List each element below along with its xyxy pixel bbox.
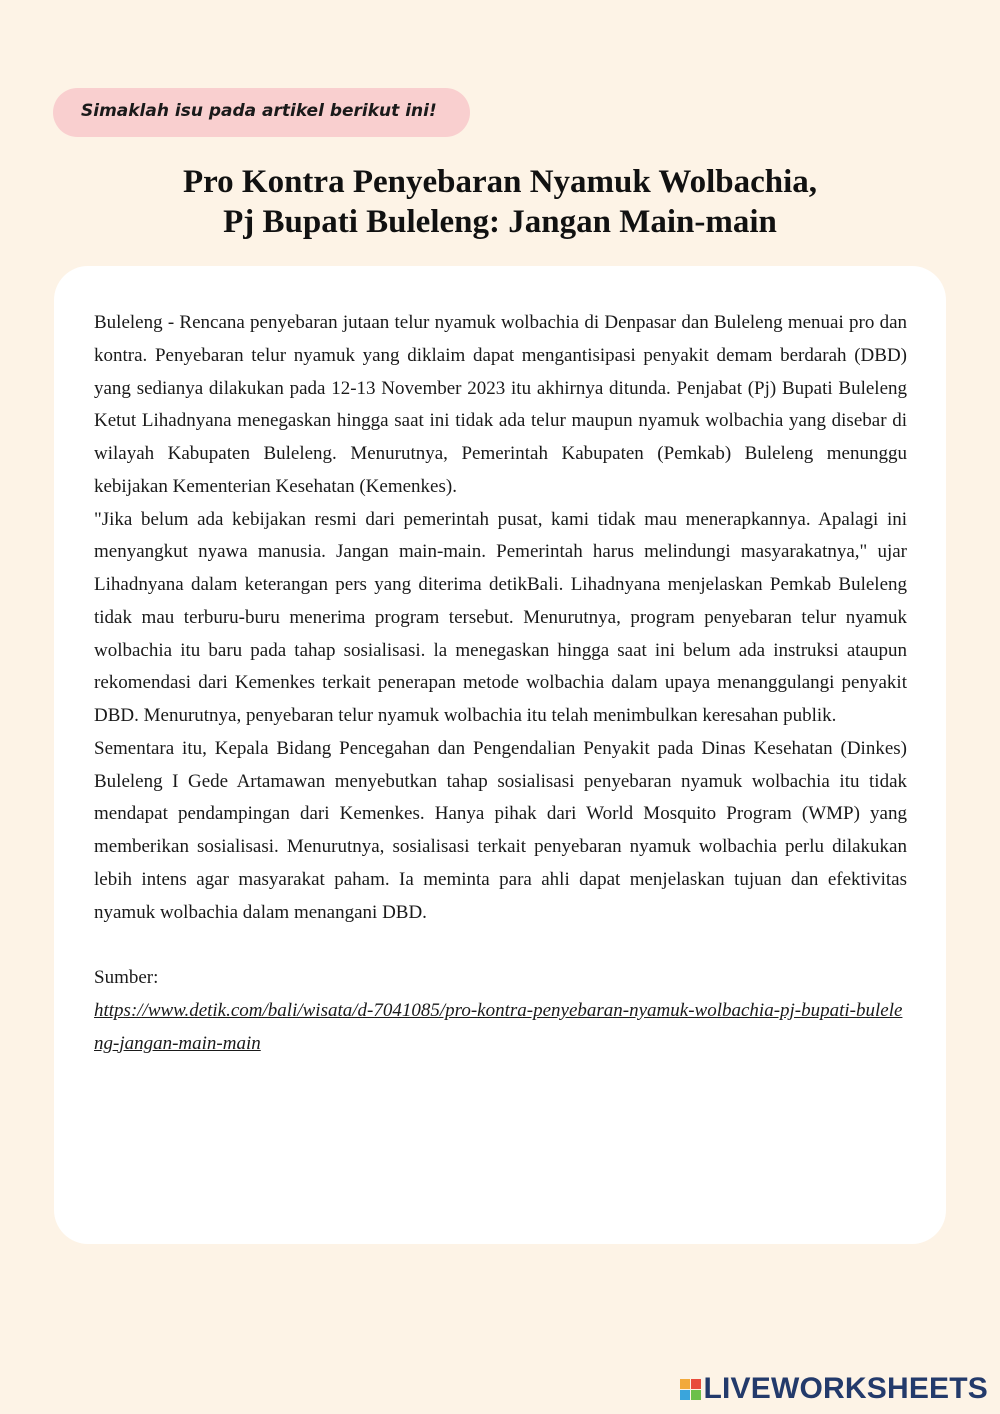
logo-block-icon	[691, 1390, 701, 1400]
paragraph-spacer	[94, 929, 907, 962]
logo-block-icon	[680, 1379, 690, 1389]
logo-text: LIVEWORKSHEETS	[703, 1372, 988, 1405]
liveworksheets-logo[interactable]	[680, 1374, 989, 1404]
article-title-line-1: Pro Kontra Penyebaran Nyamuk Wolbachia,	[182, 164, 818, 200]
article-title	[0, 162, 1000, 242]
instruction-banner	[53, 88, 470, 137]
article-paragraph-3: Sementara itu, Kepala Bidang Pencegahan dan Pengendalian Penyakit pada Dinas Kesehatan (Dinkes) Buleleng I Gede Artamawan menyebutkan tahap sosialisasi penyebaran nyamuk wolbachia itu tidak mendapat pendampingan dari Kemenkes. Hanya pihak dari World Mosquito Program (WMP) yang memberikan sosialisasi. Menurutnya, sosialisasi terkait penyebaran nyamuk wolbachia perlu dilakukan lebih intens agar masyarakat paham. Ia meminta para ahli dapat menjelaskan tujuan dan efektivitas nyamuk wolbachia dalam menangani DBD.	[94, 737, 907, 923]
article-paragraph-1: Buleleng - Rencana penyebaran jutaan telur nyamuk wolbachia di Denpasar dan Buleleng menuai pro dan kontra. Penyebaran telur nyamuk yang diklaim dapat mengantisipasi penyakit demam berdarah (DBD) yang sedianya dilakukan pada 12-13 November 2023 itu akhirnya ditunda. Penjabat (Pj) Bupati Buleleng Ketut Lihadnyana menegaskan hingga saat ini tidak ada telur maupun nyamuk wolbachia yang disebar di wilayah Kabupaten Buleleng. Menurutnya, Pemerintah Kabupaten (Pemkab) Buleleng menunggu kebijakan Kementerian Kesehatan (Kemenkes).	[94, 312, 907, 497]
logo-block-icon	[680, 1390, 690, 1400]
logo-blocks-icon	[680, 1379, 701, 1400]
logo-block-icon	[691, 1379, 701, 1389]
instruction-text: Simaklah isu pada artikel berikut ini!	[81, 101, 437, 121]
article-title-line-2: Pj Bupati Buleleng: Jangan Main-main	[223, 204, 777, 240]
article-paragraph-2: "Jika belum ada kebijakan resmi dari pemerintah pusat, kami tidak mau menerapkannya. Apalagi ini menyangkut nyawa manusia. Jangan main-main. Pemerintah harus melindungi masyarakatnya," ujar Lihadnyana dalam keterangan pers yang diterima detikBali. Lihadnyana menjelaskan Pemkab Buleleng tidak mau terburu-buru menerima program tersebut. Menurutnya, program penyebaran telur nyamuk wolbachia itu baru pada tahap sosialisasi. la menegaskan hingga saat ini belum ada instruksi ataupun rekomendasi dari Kemenkes terkait penerapan metode wolbachia dalam upaya menanggulangi penyakit DBD. Menurutnya, penyebaran telur nyamuk wolbachia itu telah menimbulkan keresahan publik.	[94, 508, 907, 726]
source-link[interactable]: https://www.detik.com/bali/wisata/d-7041085/pro-kontra-penyebaran-nyamuk-wolbachia-pj-bupati-buleleng-jangan-main-main	[94, 999, 903, 1054]
article-body	[94, 307, 907, 1060]
source-label: Sumber:	[94, 967, 159, 988]
